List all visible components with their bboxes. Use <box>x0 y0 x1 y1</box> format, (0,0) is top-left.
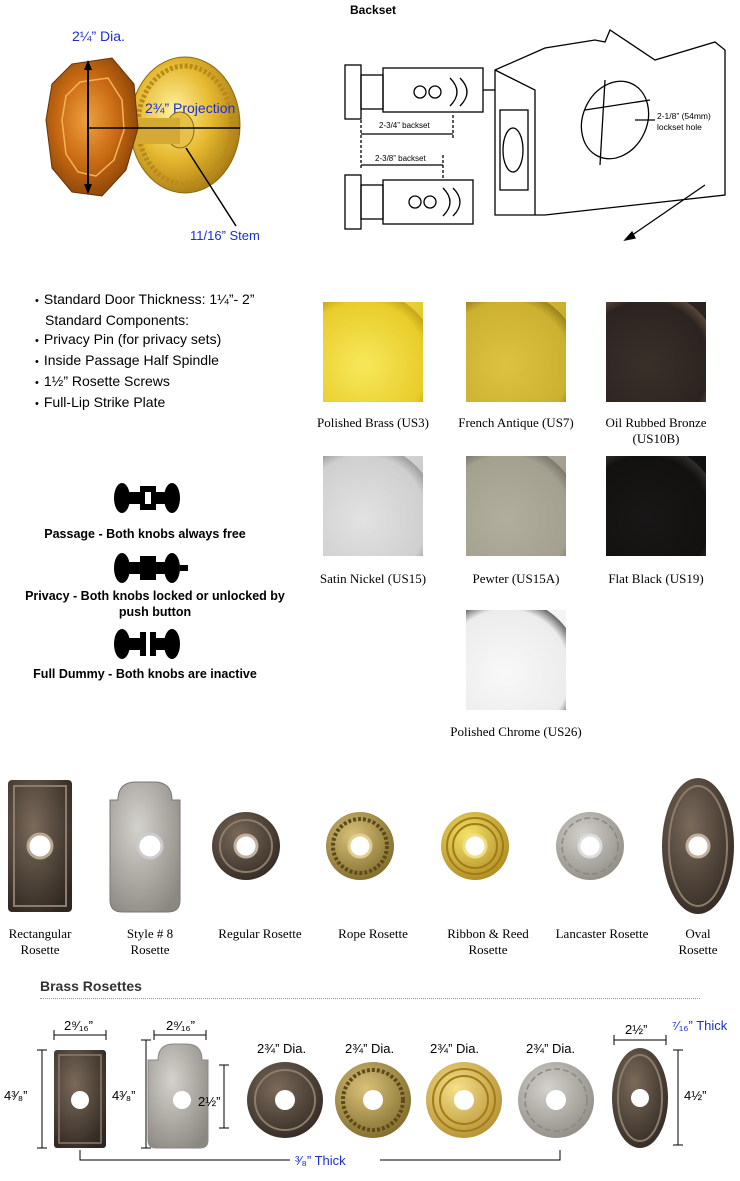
rosette-name: Rope Rosette <box>338 926 408 941</box>
function-privacy <box>20 550 290 620</box>
lockset-hole-label-1: 2-1/8” (54mm) <box>657 111 711 121</box>
finish-name: French Antique (US7) <box>458 415 574 430</box>
lockset-hole-label-2: lockset hole <box>657 122 702 132</box>
privacy-icon <box>112 550 190 586</box>
heading-divider <box>40 998 700 999</box>
backset-illustration <box>335 20 735 270</box>
finish-swatch <box>606 302 706 402</box>
finish-swatch <box>466 610 566 710</box>
function-passage <box>20 480 270 540</box>
knob-projection-label: 2¾” Projection <box>145 100 236 116</box>
finish-swatch <box>323 456 423 556</box>
style8-height-label: 4³⁄₈” <box>112 1088 136 1103</box>
rope-dia-label: 2¾” Dia. <box>345 1041 395 1056</box>
oval-thick-label: ⁷⁄₁₆” Thick <box>672 1018 728 1033</box>
finish-swatch <box>466 302 566 402</box>
function-label: Passage - Both knobs always free <box>44 527 246 541</box>
regular-dia-label: 2¾” Dia. <box>257 1041 307 1056</box>
backset-title: Backset <box>350 3 397 17</box>
lancaster-dia-label: 2¾” Dia. <box>526 1041 576 1056</box>
style8-width-label: 2⁹⁄₁₆” <box>166 1018 195 1033</box>
rosette-name: Oval Rosette <box>678 926 718 957</box>
finish-name: Satin Nickel (US15) <box>319 571 427 586</box>
rect-height-label: 4³⁄₈” <box>4 1088 28 1103</box>
finish-swatch <box>323 302 423 402</box>
backset-diagram <box>335 20 735 270</box>
knob-illustration <box>0 0 300 260</box>
rosette-styles <box>0 770 740 920</box>
function-dummy <box>20 626 270 686</box>
rosette-name: Ribbon & Reed Rosette <box>447 926 529 957</box>
passage-icon <box>112 480 182 516</box>
finish-name: Pewter (US15A) <box>472 571 560 586</box>
ribbon-dia-label: 2¾” Dia. <box>430 1041 480 1056</box>
ribbon-reed-rosette <box>441 812 509 880</box>
spec-item: • Privacy Pin (for privacy sets) <box>35 330 305 351</box>
function-label: Full Dummy - Both knobs are inactive <box>33 667 257 681</box>
oval-height-label: 4½” <box>684 1088 707 1103</box>
specs-list <box>35 290 305 414</box>
spec-item: • 1½” Rosette Screws <box>35 372 305 393</box>
rectangular-rosette <box>8 780 72 912</box>
dummy-icon <box>112 626 182 662</box>
thickness-label: ³⁄₈” Thick <box>295 1153 346 1168</box>
rosette-name: Regular Rosette <box>218 926 302 941</box>
style8-rosette <box>110 782 180 912</box>
finish-swatch <box>606 456 706 556</box>
spec-item: • Inside Passage Half Spindle <box>35 351 305 372</box>
rope-rosette <box>326 812 394 880</box>
spec-item: • Full-Lip Strike Plate <box>35 393 305 414</box>
finish-swatch <box>466 456 566 556</box>
spec-item: • Standard Door Thickness: 1¼”- 2” Standard Components: <box>35 290 305 330</box>
backset-label-short: 2-3/8” backset <box>375 154 426 163</box>
function-label: Privacy - Both knobs locked or unlocked by push button <box>25 589 285 619</box>
rosette-name: Style # 8 Rosette <box>126 926 174 957</box>
oval-rosette <box>662 778 734 914</box>
finish-name: Oil Rubbed Bronze (US10B) <box>605 415 707 446</box>
finish-name: Polished Chrome (US26) <box>450 724 582 739</box>
knob-stem-label: 11/16” Stem <box>190 228 260 243</box>
style8-inner-label: 2½” <box>198 1094 221 1109</box>
finish-name: Polished Brass (US3) <box>317 415 429 430</box>
rect-width-label: 2⁹⁄₁₆” <box>64 1018 93 1033</box>
finish-name: Flat Black (US19) <box>608 571 704 586</box>
brass-rosettes-heading: Brass Rosettes <box>40 978 142 994</box>
knob-diagram <box>0 0 300 260</box>
backset-label-long: 2-3/4” backset <box>379 121 430 130</box>
knob-diameter-label: 2¼” Dia. <box>72 28 125 44</box>
rosette-name: Lancaster Rosette <box>555 926 649 941</box>
lancaster-rosette <box>556 812 624 880</box>
regular-rosette <box>212 812 280 880</box>
oval-width-label: 2½” <box>625 1022 648 1037</box>
rosette-name: Rectangular Rosette <box>8 926 72 957</box>
